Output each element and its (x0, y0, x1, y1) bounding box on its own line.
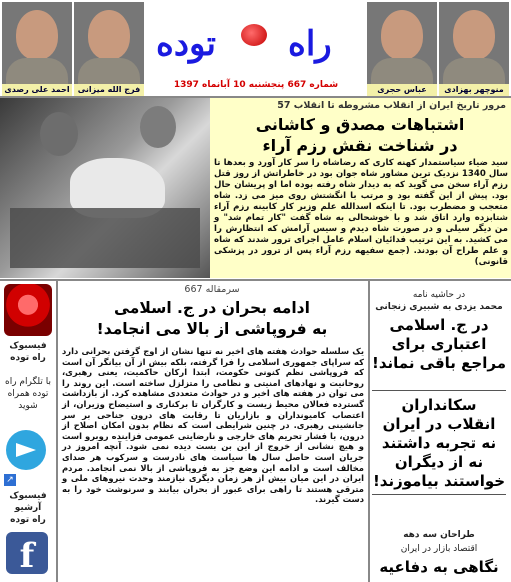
lead-kicker: مرور تاریخ ایران از انقلاب مشروطه تا انقلاب 57 (277, 100, 506, 111)
facebook-link[interactable] (0, 340, 56, 364)
facebook-label[interactable]: فیسبوک (9, 341, 47, 351)
telegram-icon[interactable] (6, 430, 46, 470)
lead-title-line[interactable]: اشتباهات مصدق و کاشانی (255, 115, 465, 134)
logo[interactable] (148, 0, 364, 96)
editorial-title-line[interactable]: به فروپاشی از بالا می انجامد! (96, 320, 328, 338)
lead-title-line[interactable]: در شناخت نقش رزم آراء (262, 136, 458, 155)
editorial-title-line[interactable]: ادامه بحران در ج. اسلامی (114, 299, 310, 317)
photo-caption: احمد علی رصدی (2, 84, 72, 96)
rose-icon[interactable] (4, 284, 52, 336)
share-icon[interactable]: ↗ (4, 474, 16, 486)
headline-line[interactable]: خواستند بیاموزند! (372, 472, 506, 490)
lead-body: سید ضیاء سیاستمدار کهنه کاری که رضاشاه را سر کار آورد و بعدها تا سال 1340 نزدیک ترین مشاور شاه جوان بود در خاطراتش از روز قتل رزم آراء سخن می گوید که به دیدار شاه رفته بوده اما او پریشان حال بود. پیش از این گفته بود و مرتب با انگشتش روی میز می زد. شاه متعجب و مضطرب بود. تا اینکه اسدالله علم وزیر کار کابینه رزم آراء شتابزده وارد اتاق شد و با خوشحالی به شاه گفت "کار تمام شد" و من دیگر سیلی و در صورت شاه دیدم و سیس آرامش که انتظارش را می کشید. به این ترتیب فدائیان اسلام عامل اجرای ترور شدند که شاه و علم طراح آن بودند. (جمع سفیهه رزم آراء پس از ترور در پزشکی قانونی) (214, 158, 508, 267)
facebook-label[interactable]: راه توده (10, 515, 46, 525)
headline-line[interactable]: اعتباری برای (391, 335, 487, 353)
issue-line: شماره 667 پنجشنبه 10 آبانماه 1397 (173, 80, 339, 90)
facebook-icon[interactable]: f (6, 532, 48, 574)
right-kicker-3: طراحان سه دهه (403, 530, 475, 540)
editorial-kicker: سرمقاله 667 (184, 284, 240, 295)
headline-line[interactable]: نه از دیگران (394, 453, 484, 471)
leader-photo-1[interactable] (2, 2, 72, 96)
masthead (0, 0, 511, 96)
lead-title[interactable] (214, 114, 506, 156)
lead-article-photo[interactable] (0, 98, 210, 278)
photo-caption: منوچهر بهزادی (439, 84, 509, 96)
facebook-label[interactable]: آرشیو (14, 503, 42, 513)
divider (372, 390, 506, 391)
right-headline-2[interactable] (370, 396, 508, 491)
right-kicker: در حاشیه نامه (412, 290, 466, 300)
right-headline-3[interactable]: نگاهی به دفاعیه (379, 558, 499, 576)
photo-caption: عباس حجری (367, 84, 437, 96)
facebook-label[interactable]: راه توده (10, 353, 46, 363)
editorial-title[interactable] (58, 298, 366, 340)
divider (372, 494, 506, 495)
photo-caption: فرج الله میزانی (74, 84, 144, 96)
headline-line[interactable]: مراجع باقی نماند! (372, 354, 506, 372)
headline-line[interactable]: انقلاب در ایران (382, 415, 496, 433)
facebook-label[interactable]: فیسبوک (9, 491, 47, 501)
facebook-archive-link[interactable] (0, 490, 56, 526)
headline-line[interactable]: سکانداران (401, 396, 477, 414)
headline-line[interactable]: در ج. اسلامی (389, 316, 489, 334)
right-subkicker-3: اقتصاد بازار در ایران (400, 544, 478, 554)
telegram-text: با تلگرام راه توده همراه شوید (4, 377, 52, 411)
logo-word-left: توده (156, 24, 216, 64)
leader-photo-4[interactable] (439, 2, 509, 96)
logo-word-right: راه (288, 24, 332, 64)
right-headline-1[interactable] (370, 316, 508, 373)
editorial-body: یک سلسله حوادث هفته های اخیر نه تنها نشان از اوج گرفتن بحرانی دارد که سراپای جمهوری اسلامی را فرا گرفته، بلکه بیش از آن بیانگر آن است که فروپاشی نظم کنونی حکومت، ابتدا ارکان حاکمیت، یعنی رهبری، روحانیت و نهادهای امنیتی و نظامی را متزلزل ساخته است. این روند را می توان در هفته های اخیر و در حوادث متعددی مشاهده کرد. از بازداشت گسترده فعالان محیط زیست و کارگران تا برکناری و استیضاح وزیران، از اعتصاب کامیونداران و بازاریان تا رقابت های درون جناحی بر سر جانشینی رهبری. در چنین شرایطی است که نظام بدون امکان اصلاح از درون، با فشار تحریم های خارجی و نارضایتی عمومی فزاینده روبرو است و هیچ نشانی از خروج از این بن بست دیده نمی شود. آنچه امروز در جریان است حاصل سال ها سیاست های نادرست و سرکوب هر صدای مخالف است و ادامه این وضع جز به فروپاشی از بالا نمی انجامد. مردم ایران در این میان بیش از هر زمان دیگری نیازمند وحدت نیروهای ملی و مترقی هستند تا راهی برای عبور از بحران بیابند و سرنوشت خود را به دست گیرند. (62, 346, 364, 505)
rose-icon (241, 24, 267, 46)
leader-photo-2[interactable] (74, 2, 144, 96)
headline-line[interactable]: نه تجربه داشتند (381, 434, 497, 452)
right-subkicker: محمد یزدی به شبیری زنجانی (375, 302, 503, 312)
leader-photo-3[interactable] (367, 2, 437, 96)
